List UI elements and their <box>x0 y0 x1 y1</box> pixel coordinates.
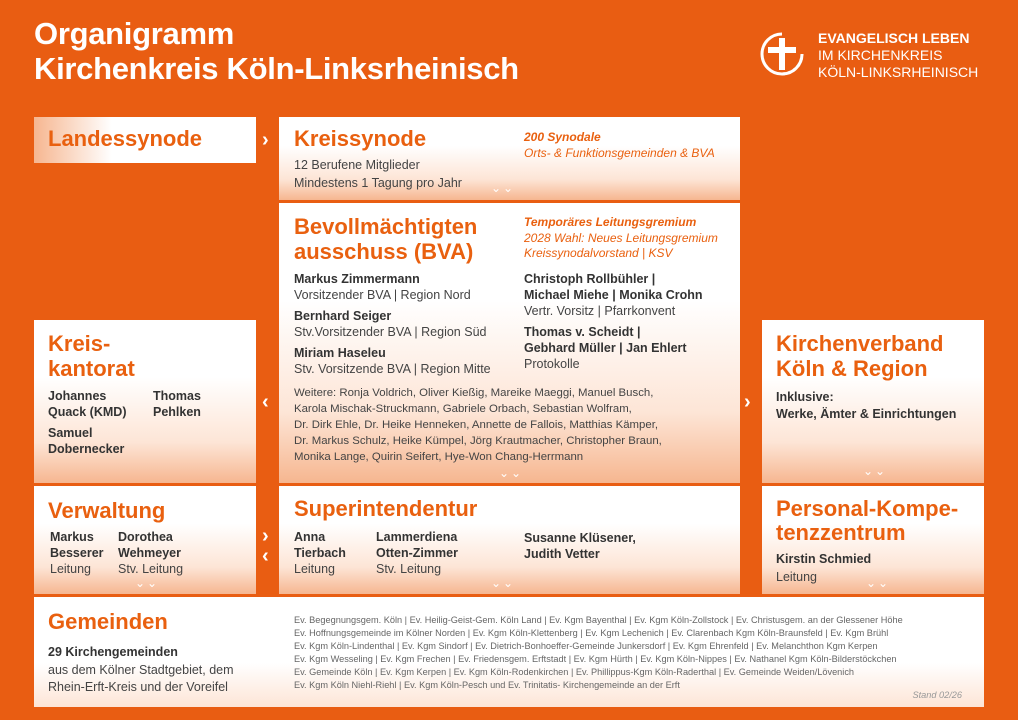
logo-line-2: IM KIRCHENKREIS <box>818 47 943 63</box>
bva-weitere-5: Monika Lange, Quirin Seifert, Hye-Won Chang-Herrmann <box>294 451 584 463</box>
bva-r2-name-2: Gebhard Müller | Jan Ehlert <box>524 341 687 355</box>
superintendentur-a3: Leitung <box>294 562 336 576</box>
title-line-2: Kirchenkreis Köln-Linksrheinisch <box>34 51 519 86</box>
gemeinden-list-row: Ev. Gemeinde Köln | Ev. Kgm Kerpen | Ev. Kgm Köln-Rodenkirchen | Ev. Phillippus-Kgm Köln-Raderthal | Ev. Gemeinde Weiden/Lövenich <box>294 667 855 677</box>
bva-title-2: ausschuss (BVA) <box>294 239 474 264</box>
gemeinden-desc-1: aus dem Kölner Stadtgebiet, dem <box>48 663 234 677</box>
bva-r2-role: Protokolle <box>524 357 580 371</box>
kantorat-a2: Quack (KMD) <box>48 405 127 419</box>
kirchenverband-title-2: Köln & Region <box>776 356 928 381</box>
bva-p2-name: Bernhard Seiger <box>294 309 392 323</box>
kantorat-c1: Samuel <box>48 426 93 440</box>
bva-r1-role: Vertr. Vorsitz | Pfarrkonvent <box>524 304 676 318</box>
gemeinden-list-row: Ev. Hoffnungsgemeinde im Kölner Norden | Ev. Kgm Köln-Klettenberg | Ev. Kgm Lechenich | Ev. Clarenbach Kgm Köln-Braunsfeld | Ev. Kgm Brühl <box>294 628 889 638</box>
kreissynode-note-1: 200 Synodale <box>524 130 601 144</box>
kirchenverband-line-1: Inklusive: <box>776 390 834 404</box>
superintendentur-a1: Anna <box>294 530 326 544</box>
superintendentur-c1: Susanne Klüsener, <box>524 531 636 545</box>
kantorat-title-2: kantorat <box>48 356 135 381</box>
box-kirchenverband <box>762 320 984 483</box>
chevron-right-icon: › <box>262 525 269 547</box>
gemeinden-list-row: Ev. Kgm Köln-Lindenthal | Ev. Kgm Sindorf | Ev. Dietrich-Bonhoeffer-Gemeinde Junkersdorf | Ev. Kgm Ehrenfeld | Ev. Melanchthon Kgm Kerpen <box>294 641 878 651</box>
personal-title-1: Personal-Kompe- <box>776 496 959 521</box>
kirchenverband-title-1: Kirchenverband <box>776 331 944 356</box>
gemeinden-list-row: Ev. Begegnungsgem. Köln | Ev. Heilig-Geist-Gem. Köln Land | Ev. Kgm Bayenthal | Ev. Kgm Köln-Zollstock | Ev. Christusgem. an der Glessener Höhe <box>294 615 903 625</box>
box-gemeinden <box>34 597 984 707</box>
bva-note-2: 2028 Wahl: Neues Leitungsgremium <box>524 231 718 245</box>
verwaltung-a1: Markus <box>50 530 94 544</box>
box-kreissynode <box>279 117 740 200</box>
gemeinden-list <box>294 614 903 692</box>
bva-p1-role: Vorsitzender BVA | Region Nord <box>294 288 471 302</box>
kreissynode-line-1: 12 Berufene Mitglieder <box>294 158 420 172</box>
bva-r1-name-1: Christoph Rollbühler | <box>524 272 656 286</box>
kantorat-a1: Johannes <box>48 389 107 403</box>
chevron-right-icon: › <box>744 391 751 413</box>
verwaltung-b1: Dorothea <box>118 530 173 544</box>
chevron-down-icon: ⌄⌄ <box>866 576 891 590</box>
kirchenverband-line-2: Werke, Ämter & Einrichtungen <box>776 407 957 421</box>
verwaltung-a3: Leitung <box>50 562 92 576</box>
bva-weitere-4: Dr. Markus Schulz, Heike Kümpel, Jörg Krautmacher, Christopher Braun, <box>294 435 662 447</box>
title-line-1: Organigramm <box>34 16 234 51</box>
kantorat-b1: Thomas <box>153 389 201 403</box>
gemeinden-title: Gemeinden <box>48 609 168 634</box>
bva-weitere-2: Karola Mischak-Struckmann, Gabriele Orbach, Sebastian Wolfram, <box>294 403 632 415</box>
verwaltung-a2: Besserer <box>50 546 104 560</box>
superintendentur-b1: Lammerdiena <box>376 530 458 544</box>
logo-line-3: KÖLN-LINKSRHEINISCH <box>818 64 979 80</box>
personal-name: Kirstin Schmied <box>776 552 872 566</box>
kreissynode-title: Kreissynode <box>294 126 427 151</box>
gemeinden-list-row: Ev. Kgm Wesseling | Ev. Kgm Frechen | Ev. Friedensgem. Erftstadt | Ev. Kgm Hürth | Ev. Kgm Köln-Nippes | Ev. Nathanel Kgm Köln-Bilderstöckchen <box>294 654 897 664</box>
cross-logo-icon <box>760 30 804 78</box>
superintendentur-b3: Stv. Leitung <box>376 562 442 576</box>
chevron-left-icon: ‹ <box>262 545 269 567</box>
superintendentur-c2: Judith Vetter <box>524 547 600 561</box>
bva-weitere-1: Weitere: Ronja Voldrich, Oliver Kießig, Mareike Maeggi, Manuel Busch, <box>294 387 654 399</box>
gemeinden-list-row: Ev. Kgm Köln Niehl-Riehl | Ev. Kgm Köln-Pesch und Ev. Trinitatis- Kirchengemeinde an der Erft <box>294 680 680 690</box>
verwaltung-title: Verwaltung <box>48 498 166 523</box>
bva-r1-name-2: Michael Miehe | Monika Crohn <box>524 288 703 302</box>
chevron-right-icon: › <box>262 129 269 151</box>
chevron-down-icon: ⌄⌄ <box>863 464 888 478</box>
chevron-down-icon: ⌄⌄ <box>499 466 524 480</box>
chevron-left-icon: ‹ <box>262 391 269 413</box>
kantorat-b2: Pehlken <box>153 405 201 419</box>
personal-title-2: tenzzentrum <box>776 520 906 545</box>
stand-date: Stand 02/26 <box>912 690 962 700</box>
chevron-down-icon: ⌄⌄ <box>491 576 516 590</box>
kantorat-title-1: Kreis- <box>48 331 111 356</box>
personal-role: Leitung <box>776 570 818 584</box>
bva-p2-role: Stv.Vorsitzender BVA | Region Süd <box>294 325 487 339</box>
superintendentur-b2: Otten-Zimmer <box>376 546 458 560</box>
box-verwaltung <box>34 486 256 594</box>
kreissynode-note-2: Orts- & Funktionsgemeinden & BVA <box>524 146 715 160</box>
landessynode-title: Landessynode <box>48 126 203 151</box>
bva-weitere-3: Dr. Dirk Ehle, Dr. Heike Henneken, Annette de Fallois, Matthias Kämper, <box>294 419 659 431</box>
chevron-down-icon: ⌄⌄ <box>135 576 160 590</box>
logo <box>760 28 1000 88</box>
bva-p3-name: Miriam Haseleu <box>294 346 386 360</box>
verwaltung-b3: Stv. Leitung <box>118 562 184 576</box>
chevron-down-icon: ⌄⌄ <box>491 181 516 195</box>
superintendentur-a2: Tierbach <box>294 546 346 560</box>
box-superintendentur <box>279 486 740 594</box>
gemeinden-count: 29 Kirchengemeinden <box>48 645 178 659</box>
bva-p1-name: Markus Zimmermann <box>294 272 420 286</box>
box-landessynode <box>34 117 256 163</box>
verwaltung-b2: Wehmeyer <box>118 546 181 560</box>
kantorat-c2: Dobernecker <box>48 442 125 456</box>
bva-title-1: Bevollmächtigten <box>294 214 478 239</box>
bva-r2-name-1: Thomas v. Scheidt | <box>524 325 641 339</box>
bva-note-3: Kreissynodalvorstand | KSV <box>524 246 673 260</box>
bva-p3-role: Stv. Vorsitzende BVA | Region Mitte <box>294 362 491 376</box>
logo-text <box>818 30 978 81</box>
box-personal-kompetenzzentrum <box>762 486 984 594</box>
box-bva <box>279 203 740 483</box>
gemeinden-desc-2: Rhein-Erft-Kreis und der Voreifel <box>48 680 228 694</box>
kreissynode-line-2: Mindestens 1 Tagung pro Jahr <box>294 176 462 190</box>
page-title <box>34 16 519 86</box>
superintendentur-title: Superintendentur <box>294 496 478 521</box>
bva-note-1: Temporäres Leitungsgremium <box>524 215 697 229</box>
box-kreiskantorat <box>34 320 256 483</box>
logo-line-1: EVANGELISCH LEBEN <box>818 30 970 46</box>
